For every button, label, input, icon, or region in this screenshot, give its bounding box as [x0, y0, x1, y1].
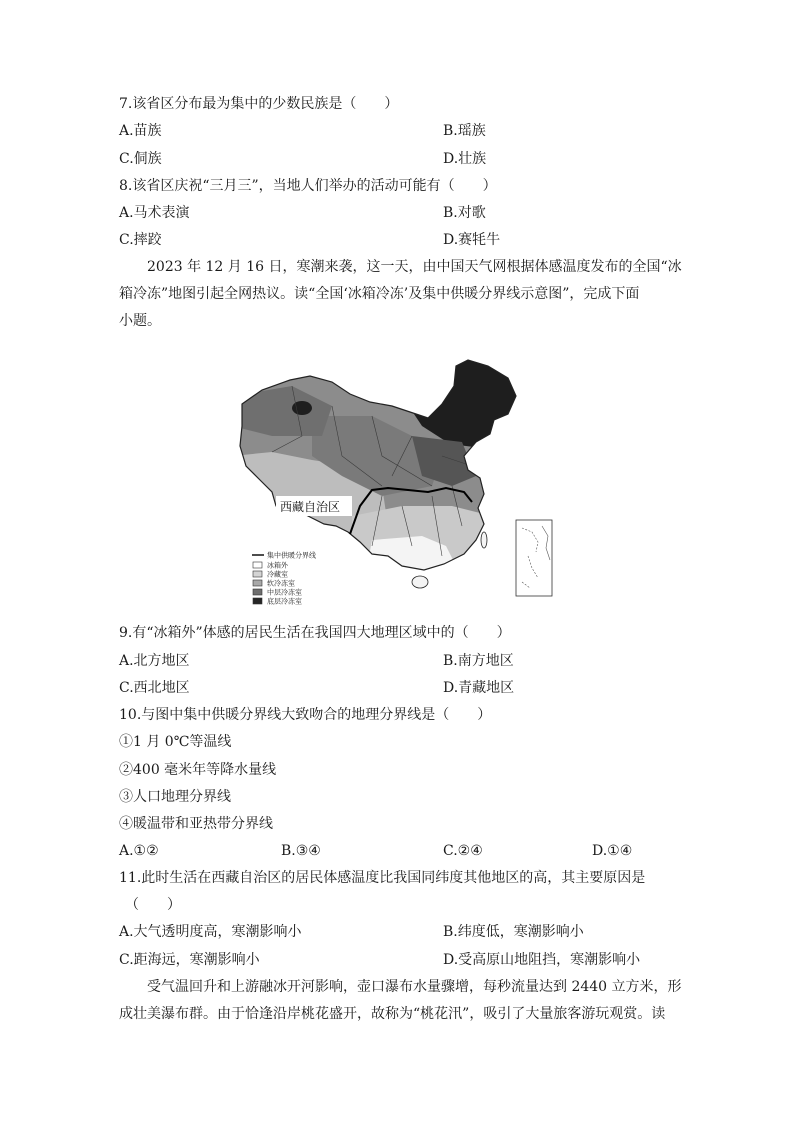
- q9-stem: 9.有“冰箱外”体感的居民生活在我国四大地理区域中的（ ）: [119, 625, 511, 641]
- legend-label-0: 集中供暖分界线: [267, 551, 316, 560]
- china-fridge-map: [232, 356, 562, 616]
- q9-option-a: A.北方地区: [119, 653, 190, 669]
- q7-option-d: D.壮族: [443, 151, 487, 167]
- q8-option-c: C.摔跤: [119, 232, 162, 248]
- legend-label-4: 中层冷冻室: [267, 588, 302, 597]
- q11-stem: 11.此时生活在西藏自治区的居民体感温度比我国同纬度其他地区的高，其主要原因是: [119, 870, 646, 886]
- q11-blank: （ ）: [125, 897, 181, 913]
- legend-swatch-3: [253, 580, 262, 586]
- q10-item-3: ③人口地理分界线: [119, 789, 231, 805]
- intro1-line2: 箱冷冻”地图引起全网热议。读“全国‘冰箱冷冻’及集中供暖分界线示意图”，完成下面: [119, 286, 640, 302]
- south-china-sea-inset: [516, 520, 552, 596]
- q10-item-1: ①1 月 0℃等温线: [119, 734, 232, 750]
- q7-stem: 7.该省区分布最为集中的少数民族是（ ）: [119, 96, 399, 112]
- q10-item-4: ④暖温带和亚热带分界线: [119, 816, 273, 832]
- q10-option-b: B.③④: [281, 843, 321, 859]
- q7-option-a: A.苗族: [119, 123, 162, 139]
- legend-swatch-1: [253, 562, 262, 568]
- q7-option-b: B.瑶族: [443, 123, 486, 139]
- q7-option-c: C.侗族: [119, 151, 162, 167]
- q11-option-d: D.受高原山地阻挡，寒潮影响小: [443, 952, 641, 968]
- q10-option-c: C.②④: [443, 843, 483, 859]
- intro1-line3: 小题。: [119, 313, 161, 329]
- map-legend: [252, 551, 316, 606]
- legend-label-3: 软冷冻室: [267, 579, 295, 588]
- legend-swatch-5: [253, 598, 262, 604]
- legend-label-2: 冷藏室: [267, 570, 288, 579]
- q9-option-d: D.青藏地区: [443, 680, 515, 696]
- q8-option-a: A.马术表演: [119, 205, 190, 221]
- q10-option-d: D.①④: [592, 843, 633, 859]
- q8-stem: 8.该省区庆祝“三月三”，当地人们举办的活动可能有（ ）: [119, 178, 497, 194]
- intro2-line2: 成壮美瀑布群。由于恰逢沿岸桃花盛开，故称为“桃花汛”，吸引了大量旅客游玩观赏。读: [119, 1006, 666, 1022]
- legend-swatch-4: [253, 589, 262, 595]
- q11-option-b: B.纬度低，寒潮影响小: [443, 924, 584, 940]
- legend-swatch-2: [253, 571, 262, 577]
- q11-option-c: C.距海远，寒潮影响小: [119, 952, 260, 968]
- intro2-line1: 受气温回升和上游融冰开河影响，壶口瀑布水量骤增，每秒流量达到 2440 立方米，形: [147, 979, 682, 995]
- hainan-island: [412, 576, 428, 588]
- intro1-line1: 2023 年 12 月 16 日，寒潮来袭，这一天，由中国天气网根据体感温度发布的全国“冰: [147, 259, 682, 275]
- q10-item-2: ②400 毫米年等降水量线: [119, 762, 277, 778]
- q10-option-a: A.①②: [119, 843, 159, 859]
- region-label: 西藏自治区: [280, 500, 341, 514]
- q8-option-d: D.赛牦牛: [443, 232, 501, 248]
- taiwan-island: [481, 532, 487, 548]
- legend-label-5: 底层冷冻室: [267, 597, 302, 606]
- china-map-svg: [232, 356, 562, 616]
- legend-label-1: 冰箱外: [267, 561, 288, 570]
- q8-option-b: B.对歌: [443, 205, 486, 221]
- q11-option-a: A.大气透明度高，寒潮影响小: [119, 924, 302, 940]
- q10-stem: 10.与图中集中供暖分界线大致吻合的地理分界线是（ ）: [119, 707, 492, 723]
- q9-option-b: B.南方地区: [443, 653, 514, 669]
- q9-option-c: C.西北地区: [119, 680, 190, 696]
